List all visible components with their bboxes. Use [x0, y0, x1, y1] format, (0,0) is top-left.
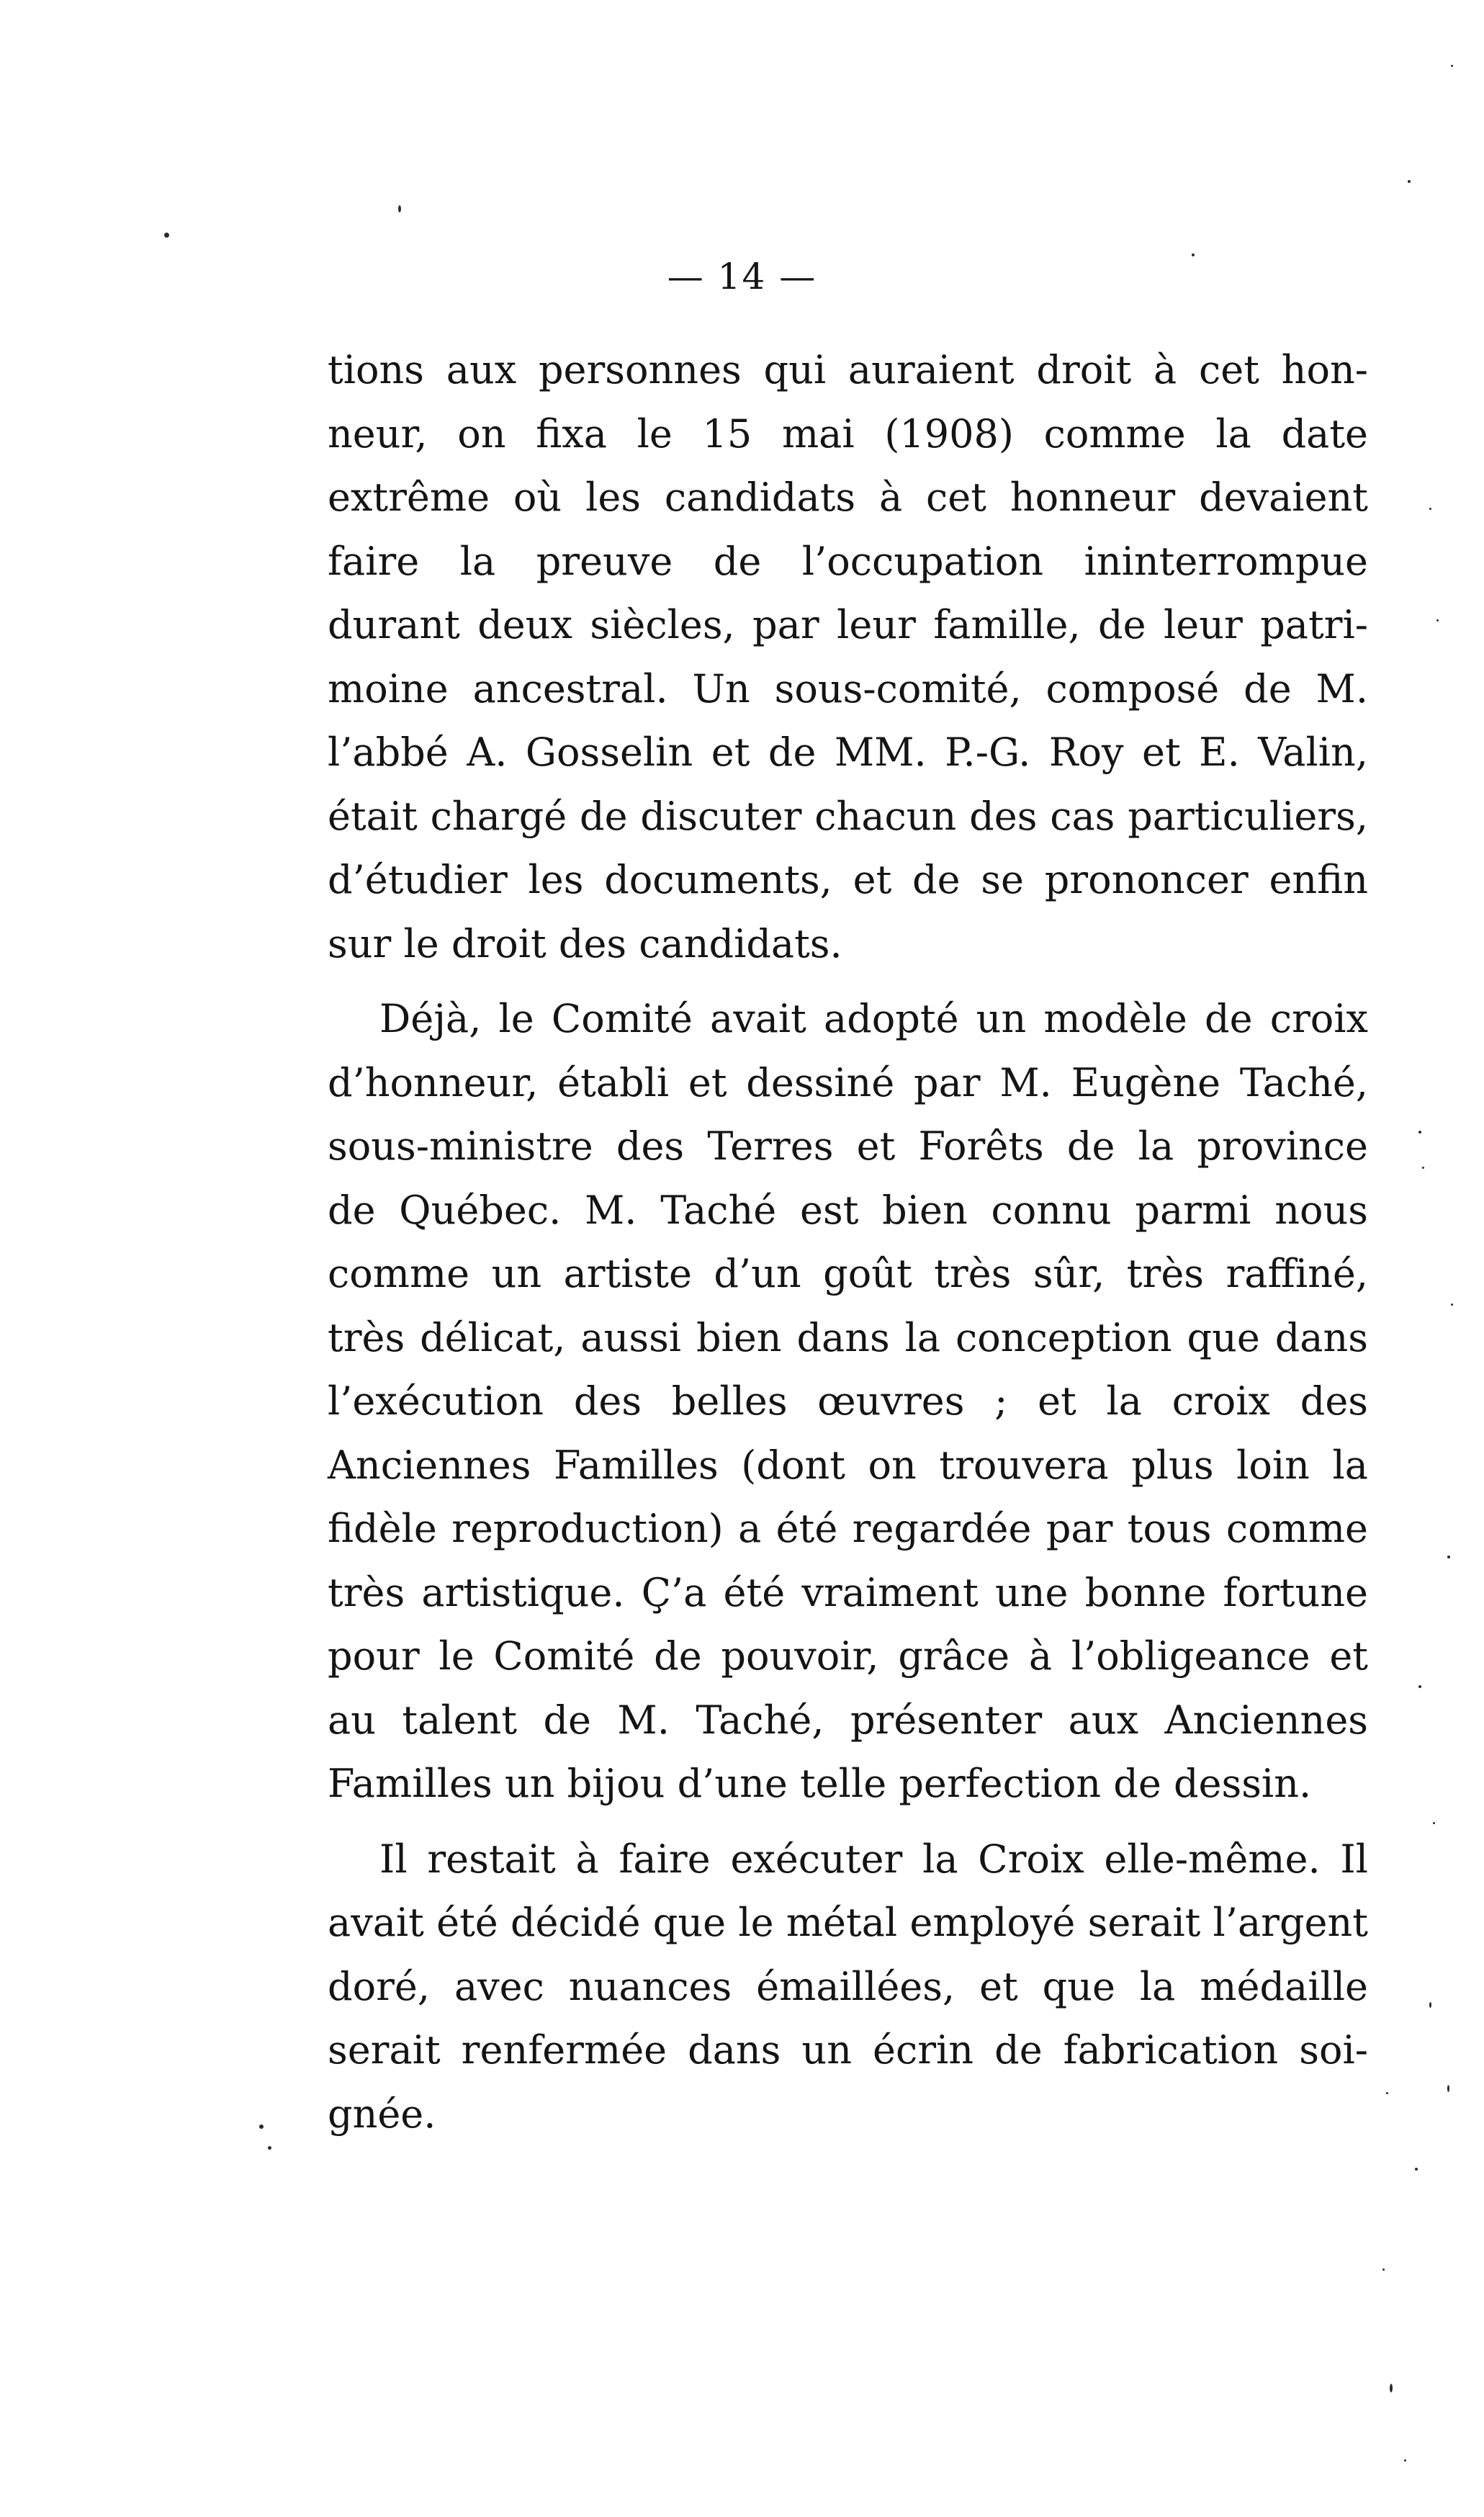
scan-speck — [259, 2125, 264, 2129]
text-line: d’étudier les documents, et de se prononcer enfin — [328, 857, 1368, 902]
scan-speck — [1386, 2092, 1388, 2094]
text-line: serait renfermée dans un écrin de fabrication soi- — [328, 2027, 1368, 2073]
paragraph-3 — [328, 1828, 1368, 2147]
scan-speck — [1433, 1822, 1435, 1824]
text-line: Déjà, le Comité avait adopté un modèle de croix — [379, 996, 1368, 1041]
text-line: fidèle reproduction) a été regardée par tous comme — [328, 1506, 1368, 1551]
scan-speck — [1422, 1167, 1424, 1169]
scan-speck — [398, 205, 401, 212]
text-line: tions aux personnes qui auraient droit à cet hon- — [328, 347, 1368, 392]
scan-speck — [1390, 2384, 1393, 2392]
scan-speck — [1436, 619, 1439, 622]
scan-speck — [1192, 254, 1195, 256]
text-line: neur, on fixa le 15 mai (1908) comme la date — [328, 410, 1368, 457]
text-line: faire la preuve de l’occupation ininterrompue — [328, 538, 1368, 584]
page-number: — 14 — — [667, 256, 817, 297]
text-line: Familles un bijou d’une telle perfection de dessin. — [328, 1761, 1312, 1806]
text-line: sous-ministre des Terres et Forêts de la province — [328, 1123, 1368, 1169]
text-line: avait été décidé que le métal employé serait l’argent — [328, 1900, 1368, 1945]
text-line: extrême où les candidats à cet honneur devaient — [328, 475, 1368, 520]
text-line: doré, avec nuances émaillées, et que la médaille — [328, 1963, 1368, 2009]
text-line: l’abbé A. Gosselin et de MM. P.-G. Roy et E. Valin, — [328, 730, 1368, 775]
scan-speck — [164, 233, 169, 238]
scan-speck — [1447, 1556, 1450, 1558]
scan-speck — [1415, 2168, 1418, 2171]
text-line: l’exécution des belles œuvres ; et la croix des — [328, 1378, 1368, 1424]
paragraph-2 — [328, 987, 1368, 1816]
text-line: Anciennes Familles (dont on trouvera plus loin la — [328, 1442, 1368, 1488]
text-line: au talent de M. Taché, présenter aux Anciennes — [328, 1697, 1368, 1743]
scan-speck — [1429, 2002, 1431, 2008]
scan-speck — [1447, 2085, 1449, 2092]
scan-speck — [1382, 2269, 1385, 2271]
body-text — [328, 338, 1368, 2158]
text-line: durant deux siècles, par leur famille, de leur patri- — [328, 602, 1368, 647]
text-line: de Québec. M. Taché est bien connu parmi nous — [328, 1187, 1368, 1233]
text-line: comme un artiste d’un goût très sûr, très raffiné, — [328, 1251, 1368, 1296]
scan-speck — [1429, 508, 1431, 510]
text-line: pour le Comité de pouvoir, grâce à l’obligeance et — [328, 1633, 1368, 1679]
text-line: était chargé de discuter chacun des cas particuliers, — [328, 793, 1368, 839]
scan-speck — [1418, 1131, 1421, 1134]
text-line: gnée. — [328, 2091, 436, 2137]
paragraph-1 — [328, 338, 1368, 976]
text-line: moine ancestral. Un sous-comité, composé de M. — [328, 665, 1368, 712]
text-line: d’honneur, établi et dessiné par M. Eugène Taché, — [328, 1059, 1368, 1105]
scan-speck — [1451, 65, 1453, 67]
scan-speck — [1408, 180, 1411, 183]
scan-speck — [1451, 1304, 1453, 1306]
scan-speck — [1418, 1685, 1421, 1688]
text-line: très artistique. Ç’a été vraiment une bonne fortune — [328, 1569, 1368, 1615]
scan-speck — [268, 2146, 271, 2150]
text-line: sur le droit des candidats. — [328, 920, 842, 966]
scan-speck — [1404, 2459, 1406, 2462]
text-line: très délicat, aussi bien dans la conception que dans — [328, 1314, 1368, 1360]
text-line: Il restait à faire exécuter la Croix elle-même. Il — [379, 1836, 1368, 1882]
